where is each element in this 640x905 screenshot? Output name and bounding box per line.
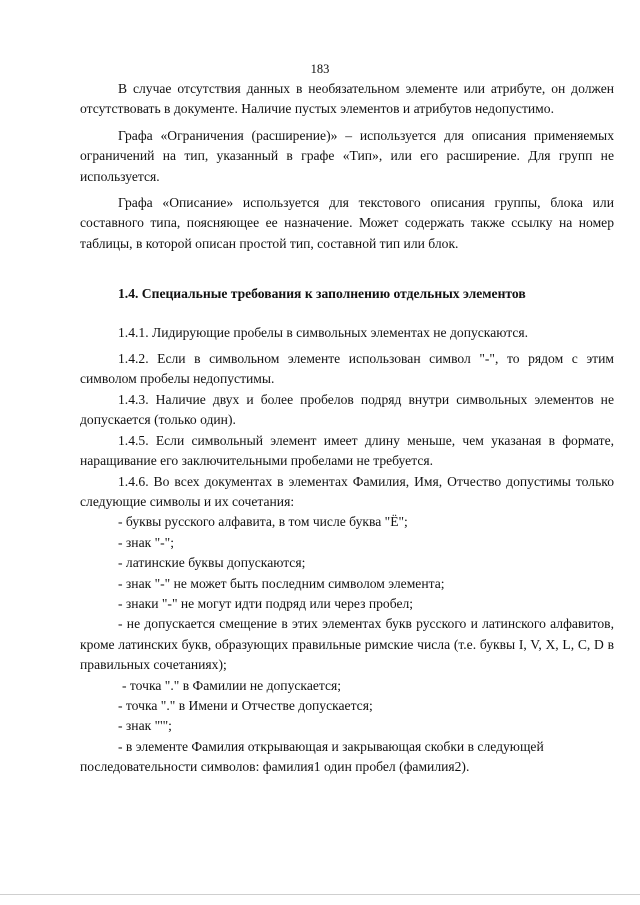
rule-1-4-3: 1.4.3. Наличие двух и более пробелов подряд внутри символьных элементов не допускается (только один). [80, 391, 614, 428]
rule-1-4-2: 1.4.2. Если в символьном элементе использован символ "-", то рядом с этим символом пробелы недопустимы. [80, 351, 614, 387]
paragraph-restrictions-column: Графа «Ограничения (расширение)» – используется для описания применяемых ограничений на тип, указанный в графе «Тип», или его расширение. Для групп не используется. [80, 127, 614, 184]
list-item: - знак "-"; [118, 534, 175, 550]
rule-1-4-1: 1.4.1. Лидирующие пробелы в символьных элементах не допускаются. [118, 324, 529, 340]
list-item: - точка "." в Имени и Отчестве допускается; [118, 697, 373, 713]
list-item: - латинские буквы допускаются; [118, 555, 306, 571]
list-item: - точка "." в Фамилии не допускается; [122, 677, 342, 693]
list-item: - буквы русского алфавита, в том числе буква "Ё"; [118, 514, 408, 530]
list-item: - знак "-" не может быть последним символом элемента; [118, 575, 445, 591]
list-item: - знаки "-" не могут идти подряд или через пробел; [118, 595, 414, 611]
rule-1-4-6: 1.4.6. Во всех документах в элементах Фамилия, Имя, Отчество допустимы только следующие символы и их сочетания: [80, 473, 614, 509]
rule-1-4-5: 1.4.5. Если символьный элемент имеет длину меньше, чем указаная в формате, наращивание его заключительными пробелами не требуется. [80, 432, 614, 469]
page-number: 183 [310, 62, 330, 76]
document-body [80, 79, 614, 778]
bottom-divider [0, 894, 640, 895]
list-item: - не допускается смещение в этих элементах букв русского и латинского алфавитов, кроме латинских букв, образующих правильные римские числа (т.е. буквы I, V, X, L, C, D в правильных сочетаниях); [80, 616, 614, 673]
paragraph-description-column: Графа «Описание» используется для текстового описания группы, блока или составного типа, поясняющее ее назначение. Может содержать также ссылку на номер таблицы, в которой описан простой тип, составной тип или блок. [80, 195, 614, 251]
list-item: - в элементе Фамилия открывающая и закрывающая скобки в следующей последовательности символов: фамилия1 один пробел (фамилия2). [80, 738, 544, 775]
paragraph-empty-elements: В случае отсутствия данных в необязательном элементе или атрибуте, он должен отсутствовать в документе. Наличие пустых элементов и атрибутов недопустимо. [80, 81, 614, 117]
list-item: - знак "'"; [118, 718, 172, 734]
section-heading: 1.4. Специальные требования к заполнению отдельных элементов [118, 286, 526, 302]
